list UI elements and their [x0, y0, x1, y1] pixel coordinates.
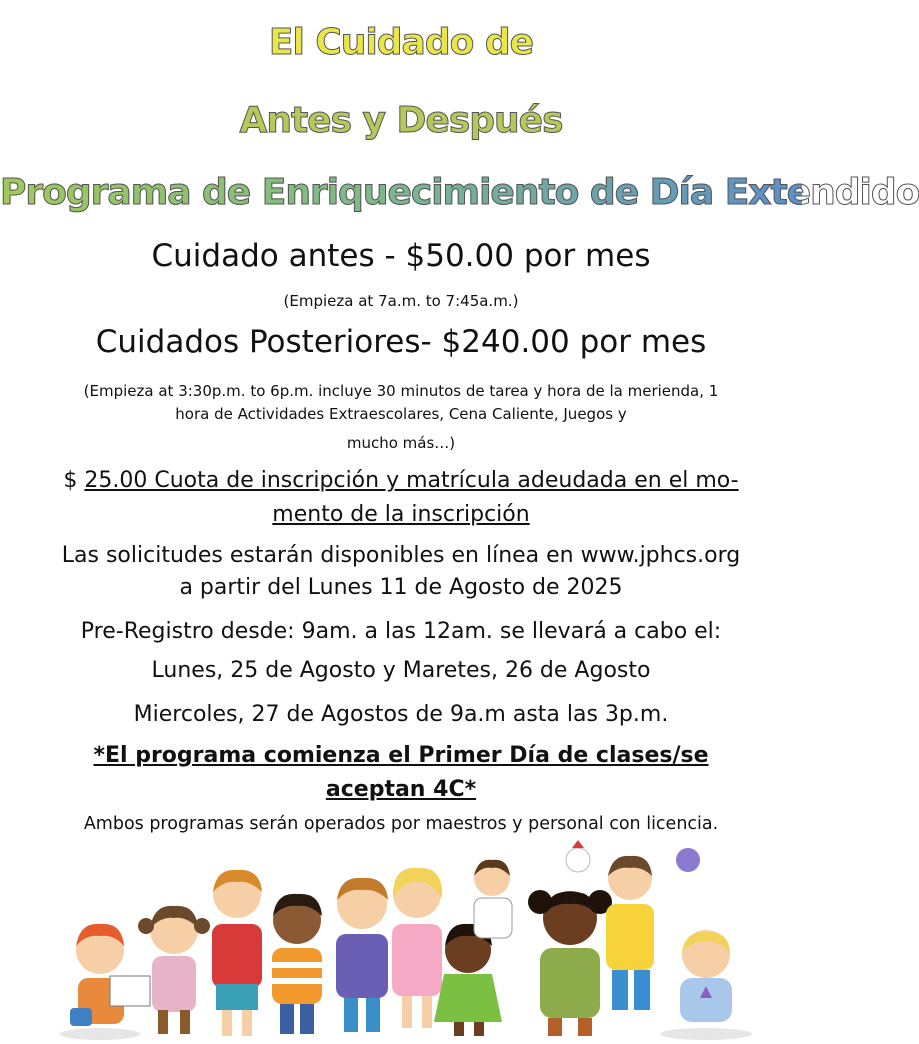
fee-text-1: 25.00 Cuota de inscripción y matrícula adeudada en el mo-	[84, 468, 739, 493]
chicken-icon	[566, 840, 590, 872]
preregistration-line-1: Pre-Registro desde: 9am. a las 12am. se llevará a cabo el:	[80, 619, 722, 644]
fee-line-1	[0, 468, 802, 493]
child-purple-shirt	[336, 878, 388, 1032]
fee-line-2	[0, 502, 802, 527]
child-red-shirt	[212, 870, 262, 1036]
before-care-hours: (Empieza at 7a.m. to 7:45a.m.)	[283, 292, 519, 310]
child-sitting	[660, 930, 752, 1040]
child-blond-girl	[392, 868, 442, 1028]
program-start-line-2: aceptan 4C*	[325, 777, 477, 802]
child-green-dress	[434, 924, 502, 1036]
child-pigtails	[138, 906, 210, 1034]
title-line-3: Programa de Enriquecimiento de Día Extendido	[0, 172, 919, 213]
child-painter	[474, 860, 512, 938]
preregistration-line-3: Miercoles, 27 de Agostos de 9a.m asta las 3p.m.	[133, 702, 669, 727]
staff-note: Ambos programas serán operados por maestros y personal con licencia.	[83, 814, 719, 834]
title-line-1: El Cuidado de	[268, 22, 534, 63]
fee-text-2: mento de la inscripción	[272, 502, 530, 527]
child-orange-stripes	[272, 894, 322, 1034]
preregistration-line-2: Lunes, 25 de Agosto y Maretes, 26 de Agosto	[151, 658, 651, 683]
child-reading	[60, 924, 150, 1040]
after-care-details-2: hora de Actividades Extraescolares, Cena Caliente, Juegos y	[175, 405, 627, 423]
after-care-details-1: (Empieza at 3:30p.m. to 6p.m. incluye 30 minutos de tarea y hora de la merienda, 1	[83, 382, 719, 400]
after-care-heading: Cuidados Posteriores- $240.00 por mes	[95, 324, 707, 360]
program-start-line-1: *El programa comienza el Primer Día de clases/se	[93, 743, 709, 768]
applications-line-1: Las solicitudes estarán disponibles en línea en www.jphcs.org	[61, 543, 741, 568]
after-care-details-3: mucho más…)	[346, 434, 456, 452]
before-care-heading: Cuidado antes - $50.00 por mes	[151, 238, 651, 274]
applications-line-2: a partir del Lunes 11 de Agosto de 2025	[179, 575, 623, 600]
fee-prefix: $	[63, 468, 85, 493]
children-group-illustration	[0, 838, 802, 1044]
title-line-2: Antes y Después	[239, 100, 563, 141]
child-puffs	[528, 890, 612, 1036]
